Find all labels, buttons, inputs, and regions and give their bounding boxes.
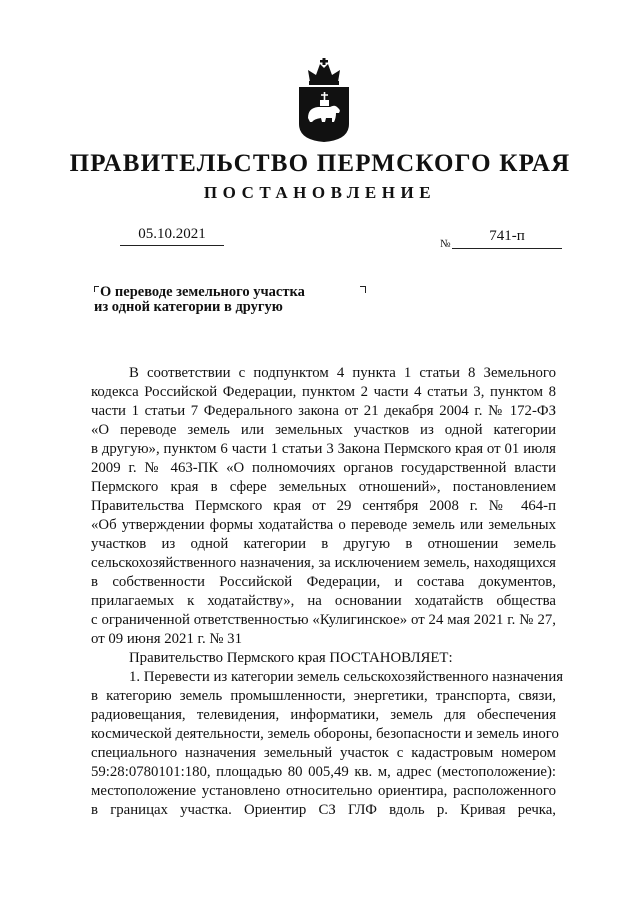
coat-of-arms-icon	[296, 56, 352, 144]
body-line: 1. Перевести из категории земель сельскохозяйственного назначения	[129, 669, 564, 685]
subject-bracket-right	[360, 286, 366, 293]
body-line: в границах участка. Ориентир СЗ ГЛФ вдоль р. Кривая речка,	[91, 802, 556, 818]
number-label: №	[440, 238, 451, 250]
body-line: Пермского края в сфере земельных отношений», постановлением	[91, 479, 556, 495]
document-date: 05.10.2021	[138, 226, 206, 242]
body-line: в собственности Российской Федерации, и состава документов,	[91, 574, 556, 590]
date-block	[120, 226, 224, 246]
number-underline	[452, 248, 562, 249]
body-line: в другую», пунктом 6 части 1 статьи 3 Закона Пермского края от 01 июля	[91, 441, 556, 457]
body-line: космической деятельности, земель обороны, безопасности и земель иного	[91, 726, 559, 742]
body-line: «О переводе земель или земельных участков из одной категории	[91, 422, 556, 438]
body-line: специального назначения земельный участок с кадастровым номером	[91, 745, 556, 761]
body-line: кодекса Российской Федерации, пунктом 2 части 4 статьи 3, пунктом 8	[91, 384, 556, 400]
document-body	[91, 364, 564, 820]
body-line: «Об утверждении формы ходатайства о переводе земель или земельных	[91, 517, 556, 533]
body-line: местоположение установлено относительно ориентира, расположенного	[91, 783, 556, 799]
body-line: 2009 г. № 463-ПК «О полномочиях органов государственной власти	[91, 460, 556, 476]
body-line: в категорию земель промышленности, энергетики, транспорта, связи,	[91, 688, 556, 704]
document-subject	[94, 285, 354, 315]
number-block	[440, 228, 562, 250]
body-line: с ограниченной ответственностью «Кулигинское» от 24 мая 2021 г. № 27,	[91, 612, 556, 628]
document-number: 741-п	[489, 228, 525, 244]
body-line: сельскохозяйственного назначения, за исключением земель, находящихся	[91, 555, 556, 571]
government-title: ПРАВИТЕЛЬСТВО ПЕРМСКОГО КРАЯ	[69, 150, 571, 177]
body-line: В соответствии с подпунктом 4 пункта 1 статьи 8 Земельного	[129, 365, 556, 381]
body-line: радиовещания, телевидения, информатики, земель для обеспечения	[91, 707, 556, 723]
subject-line: из одной категории в другую	[94, 299, 283, 315]
body-line: Правительство Пермского края ПОСТАНОВЛЯЕТ:	[129, 650, 453, 666]
document-type: ПОСТАНОВЛЕНИЕ	[203, 183, 437, 202]
body-line: части 1 статьи 7 Федерального закона от 21 декабря 2004 г. № 172-ФЗ	[91, 403, 556, 419]
date-underline	[120, 245, 224, 246]
body-line: от 09 июня 2021 г. № 31	[91, 631, 242, 647]
body-line: 59:28:0780101:180, площадью 80 005,49 кв. м, адрес (местоположение):	[91, 764, 556, 780]
body-line: Правительства Пермского края от 29 сентября 2008 г. № 464-п	[91, 498, 556, 514]
subject-line: О переводе земельного участка	[100, 284, 305, 300]
body-line: прилагаемых к ходатайству», на основании ходатайств общества	[91, 593, 556, 609]
body-line: участков из одной категории в другую в отношении земель	[91, 536, 556, 552]
